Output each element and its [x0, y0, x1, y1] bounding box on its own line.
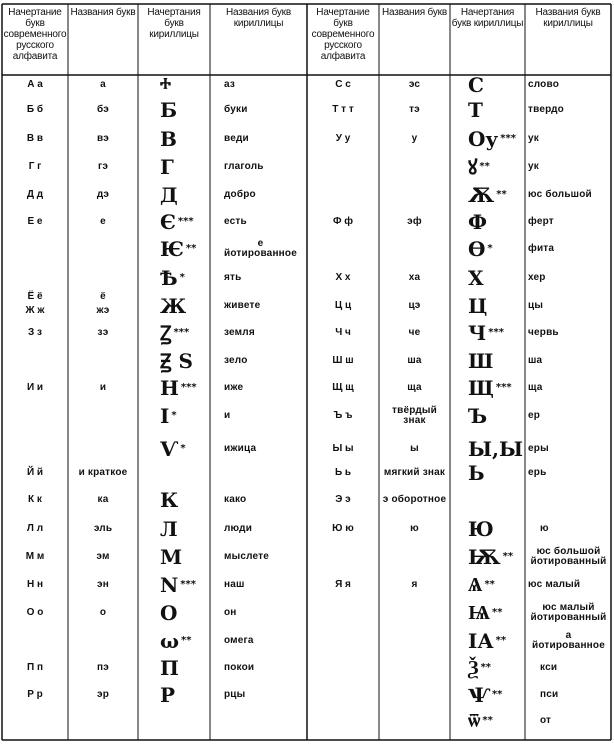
letter-name: твёрдый знак [392, 404, 437, 426]
cyrillic-name: юс большой [528, 189, 592, 200]
letter-name [381, 627, 448, 654]
cyrillic-glyph [468, 181, 523, 208]
footnote-asterisk: *** [180, 579, 196, 590]
cyrillic-letter: Ы,Ы [468, 436, 524, 461]
letter-name [68, 435, 138, 462]
cyrillic-glyph [160, 71, 208, 98]
footnote-asterisk: *** [488, 327, 504, 338]
cyrillic-letter: О [160, 600, 178, 625]
cyrillic-glyph [468, 153, 523, 180]
cyrillic-name: а йотированное [532, 629, 605, 651]
cyrillic-glyph [160, 96, 208, 123]
modern-letter [2, 347, 68, 374]
cyrillic-letter: Ѧ [468, 572, 483, 596]
modern-letter: К к [28, 494, 42, 505]
cyrillic-name [528, 486, 609, 513]
cyrillic-glyph [468, 486, 523, 513]
footnote-asterisk: ** [484, 579, 495, 590]
cyrillic-name: аз [224, 79, 236, 90]
cyrillic-name: добро [224, 189, 256, 200]
modern-letter: Т т т [332, 104, 354, 115]
modern-letter: Ы ы [332, 443, 354, 454]
cyrillic-letter: Ъ [468, 403, 488, 428]
modern-letter [2, 627, 68, 654]
column-header: Начертание букв современного русского алфавита [311, 7, 375, 62]
letter-name: дэ [96, 189, 110, 200]
letter-name: ха [408, 272, 421, 283]
letter-name: и краткое [78, 467, 128, 478]
modern-letter: Ь ь [334, 467, 352, 478]
cyrillic-glyph [160, 599, 208, 626]
cyrillic-glyph [468, 627, 523, 654]
modern-letter: З з [27, 327, 42, 338]
footnote-asterisk: *** [180, 382, 197, 393]
letter-name [381, 707, 448, 734]
letter-name [68, 347, 138, 374]
cyrillic-letter: Х [468, 265, 484, 290]
cyrillic-letter: Ѭ [468, 544, 501, 569]
letter-name: э оборотное [382, 493, 447, 505]
cyrillic-name: от [540, 715, 552, 726]
modern-letter: Ч ч [335, 327, 351, 338]
cyrillic-name: ук [528, 161, 539, 172]
cyrillic-letter: М [160, 544, 183, 569]
letter-name [381, 153, 448, 180]
cyrillic-glyph [468, 402, 523, 429]
modern-letter: Ш ш [332, 355, 354, 366]
letter-name: а [100, 79, 106, 90]
column-header: Названия букв кириллицы [535, 7, 601, 29]
cyrillic-letter: Т [468, 97, 483, 122]
cyrillic-glyph [468, 292, 523, 319]
letter-name: тэ [409, 104, 420, 115]
cyrillic-glyph [160, 264, 208, 291]
cyrillic-name: червь [528, 327, 559, 338]
cyrillic-glyph [160, 208, 208, 235]
cyrillic-letter: Ѩ [468, 600, 490, 624]
cyrillic-name: живете [224, 300, 261, 311]
cyrillic-letter: ꙋ [468, 155, 478, 179]
cyrillic-glyph [160, 543, 208, 570]
letter-name: о [99, 607, 107, 618]
letter-name [68, 235, 138, 262]
column-header: Названия букв [382, 7, 447, 18]
column-header: Начертания букв кириллицы [147, 7, 201, 40]
cyrillic-glyph [468, 435, 523, 462]
modern-letter: Д д [26, 189, 44, 200]
cyrillic-name: буки [224, 104, 248, 115]
cyrillic-letter: Ц [468, 293, 488, 318]
cyrillic-name: еры [528, 443, 549, 454]
footnote-asterisk: *** [173, 327, 190, 338]
modern-letter: С с [335, 79, 351, 90]
cyrillic-name: люди [224, 523, 253, 534]
cyrillic-name: пси [540, 689, 559, 700]
letter-name: гэ [97, 161, 109, 172]
cyrillic-letter: Ь [468, 460, 485, 485]
cyrillic-glyph [160, 319, 208, 346]
cyrillic-name: наш [224, 579, 245, 590]
cyrillic-name [224, 707, 305, 734]
cyrillic-letter: Д [160, 182, 178, 207]
cyrillic-letter: Ѯ [468, 655, 479, 679]
letter-name: ё [100, 290, 106, 302]
modern-letter [2, 235, 68, 262]
modern-letter: Щ щ [332, 382, 354, 393]
cyrillic-letter: Ф [468, 209, 487, 234]
column-header: Названия букв кириллицы [226, 7, 291, 29]
cyrillic-letter: Є [160, 209, 176, 234]
cyrillic-name: он [224, 607, 237, 618]
modern-letter: Ц ц [334, 300, 352, 311]
letter-name [381, 681, 448, 708]
footnote-asterisk: * [179, 272, 185, 283]
modern-letter: Л л [26, 523, 44, 534]
cyrillic-name: ю [540, 523, 549, 534]
modern-letter: Ъ ъ [333, 410, 353, 421]
footnote-asterisk: ** [491, 689, 503, 700]
cyrillic-glyph [468, 71, 523, 98]
letter-name: ка [97, 494, 109, 505]
cyrillic-letter: Ш [468, 348, 494, 373]
modern-letter: О о [26, 607, 44, 618]
modern-letter: Б б [26, 104, 44, 115]
modern-letter: Ф ф [332, 216, 354, 227]
cyrillic-letter: Н [160, 375, 179, 400]
letter-name: я [411, 579, 418, 590]
cyrillic-glyph [468, 459, 523, 486]
cyrillic-letter: Ѫ [468, 182, 495, 207]
cyrillic-glyph [160, 435, 208, 462]
modern-letter [2, 707, 68, 734]
cyrillic-letter: Ю [468, 516, 494, 541]
letter-name [381, 235, 448, 262]
cyrillic-glyph [160, 681, 208, 708]
cyrillic-name: есть [224, 216, 247, 227]
cyrillic-glyph [160, 486, 208, 513]
letter-name: зэ [97, 327, 109, 338]
cyrillic-glyph [160, 374, 208, 401]
modern-letter: А а [27, 79, 43, 90]
cyrillic-glyph [160, 292, 208, 319]
letter-name: эс [408, 79, 421, 90]
cyrillic-letter: ѿ [468, 708, 481, 732]
cyrillic-glyph [468, 374, 523, 401]
cyrillic-letter: Щ [468, 375, 494, 400]
modern-letter: Й й [26, 467, 44, 478]
modern-letter: М м [25, 551, 45, 562]
cyrillic-glyph [468, 347, 523, 374]
cyrillic-name: земля [224, 327, 255, 338]
cyrillic-letter: Ꙁ [160, 321, 172, 345]
cyrillic-name: ща [528, 382, 543, 393]
cyrillic-name: ферт [528, 216, 554, 227]
cyrillic-letter: І [160, 403, 170, 428]
modern-letter: Н н [26, 579, 44, 590]
cyrillic-glyph [468, 654, 523, 681]
cyrillic-glyph [468, 571, 523, 598]
cyrillic-name: твердо [528, 104, 564, 115]
cyrillic-letter: Ж [160, 293, 187, 318]
cyrillic-letter: Ч [468, 320, 487, 345]
cyrillic-name: кси [540, 662, 558, 673]
cyrillic-glyph [160, 402, 208, 429]
cyrillic-glyph [468, 208, 523, 235]
footnote-asterisk: *** [495, 382, 512, 393]
letter-name: че [408, 327, 421, 338]
modern-letter: П п [26, 662, 43, 673]
modern-letter: Ё ё [27, 290, 43, 302]
cyrillic-glyph [160, 515, 208, 542]
modern-letter [307, 543, 379, 570]
letter-name: вэ [96, 133, 110, 144]
letter-name: е [100, 216, 106, 227]
cyrillic-name: ижица [224, 443, 257, 454]
letter-name: и [99, 382, 107, 393]
cyrillic-name: рцы [224, 689, 246, 700]
footnote-asterisk: * [180, 443, 186, 454]
cyrillic-letter: П [160, 655, 179, 680]
modern-letter: Г г [28, 161, 42, 172]
cyrillic-name: хер [528, 272, 546, 283]
letter-name: жэ [96, 304, 110, 316]
cyrillic-name: ша [528, 355, 543, 366]
cyrillic-letter: Г [160, 154, 174, 179]
footnote-asterisk: * [171, 410, 177, 421]
modern-letter: Ж ж [25, 304, 45, 316]
letter-name: эль [93, 523, 113, 534]
cyrillic-letter: ⰰ [160, 72, 171, 97]
cyrillic-glyph [160, 707, 208, 734]
footnote-asterisk: ** [185, 243, 197, 254]
cyrillic-name: ер [528, 410, 541, 421]
modern-letter: Е е [27, 216, 43, 227]
letter-name: ща [407, 382, 422, 393]
cyrillic-name: омега [224, 635, 254, 646]
cyrillic-glyph [468, 235, 523, 262]
cyrillic-glyph [468, 681, 523, 708]
cyrillic-name: юс большой йотированный [530, 545, 607, 567]
modern-letter: И и [26, 382, 44, 393]
cyrillic-name: е йотированное [224, 237, 297, 259]
modern-letter: Э э [335, 494, 351, 505]
cyrillic-glyph [468, 264, 523, 291]
letter-name [68, 627, 138, 654]
letter-name: ша [407, 355, 422, 366]
cyrillic-name: фита [528, 243, 555, 254]
column-header: Начертания букв кириллицы [451, 7, 524, 29]
cyrillic-glyph [468, 543, 523, 570]
letter-name [381, 543, 448, 570]
modern-letter: Р р [27, 689, 43, 700]
cyrillic-name: юс малый йотированный [530, 601, 607, 623]
column-header: Названия букв [70, 7, 136, 18]
cyrillic-letter: Б [160, 97, 178, 122]
cyrillic-glyph [468, 319, 523, 346]
cyrillic-name: ук [528, 133, 539, 144]
cyrillic-glyph [160, 347, 208, 374]
footnote-asterisk: ** [480, 662, 492, 673]
letter-name [381, 599, 448, 626]
cyrillic-letter: Ꙃ S [160, 349, 193, 373]
cyrillic-name: слово [528, 79, 560, 90]
cyrillic-letter: Ѣ [160, 265, 178, 290]
letter-name: мягкий знак [383, 466, 446, 478]
modern-letter [307, 599, 379, 626]
footnote-asterisk: *** [177, 216, 194, 227]
cyrillic-letter: Ѥ [160, 236, 184, 261]
cyrillic-name: мыслете [224, 551, 270, 562]
cyrillic-name: веди [224, 133, 249, 144]
cyrillic-glyph [468, 515, 523, 542]
cyrillic-letter: ω [160, 628, 180, 653]
cyrillic-name [224, 459, 305, 486]
cyrillic-letter: К [160, 487, 179, 512]
footnote-asterisk: *** [500, 133, 516, 144]
cyrillic-letter: ІА [468, 628, 494, 653]
cyrillic-name: покои [224, 662, 255, 673]
cyrillic-name: и [224, 410, 231, 421]
cyrillic-letter: Ѳ [468, 236, 486, 261]
cyrillic-letter: В [160, 126, 177, 151]
modern-letter [2, 264, 68, 291]
letter-name: пэ [97, 662, 109, 673]
cyrillic-letter: Р [160, 682, 176, 707]
cyrillic-glyph [468, 96, 523, 123]
cyrillic-glyph [160, 235, 208, 262]
cyrillic-letter: Ѵ [160, 436, 179, 461]
cyrillic-glyph [160, 181, 208, 208]
modern-letter: Х х [335, 272, 351, 283]
letter-name: цэ [408, 300, 421, 311]
cyrillic-letter: Ѱ [468, 682, 490, 707]
cyrillic-glyph [160, 654, 208, 681]
modern-letter [307, 181, 379, 208]
modern-letter [307, 707, 379, 734]
letter-name: ю [410, 523, 419, 534]
cyrillic-glyph [160, 571, 208, 598]
footnote-asterisk: ** [479, 161, 490, 172]
cyrillic-name: иже [224, 382, 244, 393]
modern-letter: В в [26, 133, 44, 144]
cyrillic-name: како [224, 494, 247, 505]
footnote-asterisk: ** [181, 635, 192, 646]
letter-name [381, 181, 448, 208]
cyrillic-name: юс малый [528, 579, 581, 590]
letter-name: эн [97, 579, 109, 590]
modern-letter [2, 402, 68, 429]
cyrillic-glyph [160, 459, 208, 486]
modern-letter [307, 627, 379, 654]
footnote-asterisk: ** [495, 635, 507, 646]
footnote-asterisk: ** [491, 607, 503, 618]
cyrillic-glyph [468, 707, 523, 734]
letter-name: эм [96, 551, 110, 562]
cyrillic-glyph [160, 153, 208, 180]
footnote-asterisk: ** [502, 551, 514, 562]
modern-letter: Я я [335, 579, 351, 590]
cyrillic-name: ять [224, 272, 242, 283]
cyrillic-letter: С [468, 72, 484, 97]
cyrillic-glyph [468, 599, 523, 626]
modern-letter: У у [335, 133, 351, 144]
modern-letter [307, 654, 379, 681]
cyrillic-glyph [160, 627, 208, 654]
letter-name: эр [96, 689, 110, 700]
modern-letter [307, 681, 379, 708]
cyrillic-name: ерь [528, 467, 547, 478]
footnote-asterisk: ** [482, 715, 493, 726]
letter-name [68, 707, 138, 734]
cyrillic-name: цы [528, 300, 544, 311]
letter-name: бэ [97, 104, 109, 115]
cyrillic-letter: Л [160, 516, 178, 541]
cyrillic-glyph [160, 125, 208, 152]
footnote-asterisk: ** [496, 189, 507, 200]
letter-name [68, 402, 138, 429]
cyrillic-letter: Оу [468, 126, 499, 151]
letter-name [381, 654, 448, 681]
cyrillic-name: глаголь [224, 161, 264, 172]
cyrillic-name: зело [224, 355, 248, 366]
letter-name: у [411, 133, 418, 144]
letter-name: эф [407, 216, 422, 227]
column-header: Начертание букв современного русского алфавита [3, 7, 67, 62]
footnote-asterisk: * [487, 243, 493, 254]
letter-name: ы [410, 443, 419, 454]
letter-name [68, 264, 138, 291]
cyrillic-glyph [468, 125, 523, 152]
modern-letter [307, 153, 379, 180]
modern-letter [307, 235, 379, 262]
modern-letter [2, 435, 68, 462]
modern-letter: Ю ю [332, 523, 354, 534]
cyrillic-letter: N [160, 572, 179, 597]
